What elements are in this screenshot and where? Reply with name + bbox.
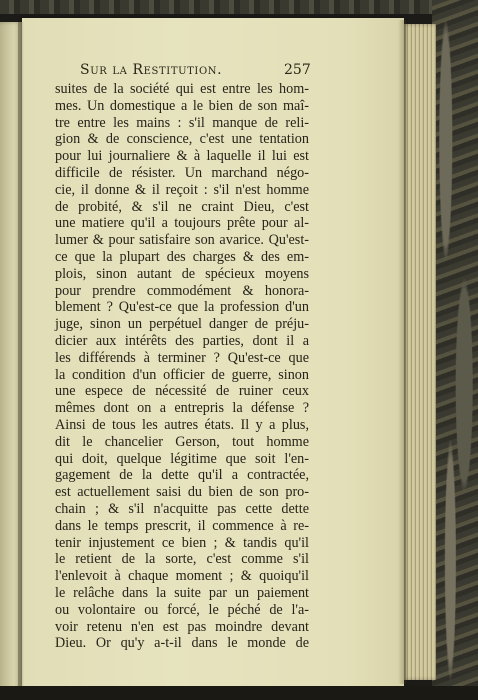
background-bottom xyxy=(0,686,478,700)
text-line: les différends à terminer ? Qu'est-ce que xyxy=(55,349,309,366)
text-line: ou volontaire ou forcé, le péché de l'a- xyxy=(55,601,309,618)
running-head-title: Sur la Restitution. xyxy=(80,62,223,78)
text-line: une matiere qu'il a toujours prête pour al- xyxy=(55,215,309,232)
text-line: pour lui journaliere & à laquelle il lui est xyxy=(55,148,309,165)
page-edge-shadow xyxy=(398,20,406,684)
page-number: 257 xyxy=(284,62,311,78)
text-line: chain ; & s'il n'acquitte pas cette dette xyxy=(55,500,309,517)
text-line: l'enlevoit à chaque moment ; & quoiqu'il xyxy=(55,568,309,585)
text-line: juge, sinon un perpétuel danger de préju- xyxy=(55,316,309,333)
text-line: blement ? Qu'est-ce que la profession d'un xyxy=(55,299,309,316)
text-line: cie, il donne & il reçoit : s'il n'est homme xyxy=(55,181,309,198)
text-line: dicier aux intérêts des parties, dont il a xyxy=(55,332,309,349)
text-line: Dieu. Or qu'y a-t-il dans le monde de xyxy=(55,635,309,652)
text-line: le retient de la sorte, c'est comme s'il xyxy=(55,551,309,568)
text-line: tenir injustement ce bien ; & tandis qu'il xyxy=(55,534,309,551)
text-line: difficile de résister. Un marchand négo- xyxy=(55,164,309,181)
marbled-book-cover xyxy=(432,0,478,700)
book-cover-top-edge xyxy=(0,0,478,14)
running-head xyxy=(80,62,310,78)
text-line: suites de la société qui est entre les hom- xyxy=(55,81,309,97)
text-line: gion & de conscience, c'est une tentation xyxy=(55,131,309,148)
text-line: pour prendre commodément & honora- xyxy=(55,282,309,299)
text-line: mes. Un domestique a le bien de son maî- xyxy=(55,97,309,114)
text-line: une espece de nécessité de ruiner ceux xyxy=(55,383,309,400)
text-line: plois, sinon autant de spécieux moyens xyxy=(55,265,309,282)
page-gutter-shadow xyxy=(18,22,24,698)
text-line: gagement de la dette qu'il a contractée, xyxy=(55,467,309,484)
text-line: ce que la plupart des charges & des em- xyxy=(55,248,309,265)
text-line: tre entre les mains : s'il manque de reli- xyxy=(55,114,309,131)
text-line: qui doit, quelque légitime que soit l'en- xyxy=(55,450,309,467)
text-line: le relâche dans la suite par un paiement xyxy=(55,584,309,601)
stacked-page-edges xyxy=(402,24,436,680)
body-text xyxy=(55,81,309,652)
text-line: Ainsi de tous les autres états. Il y a plus, xyxy=(55,416,309,433)
text-line: lumer & pour satisfaire son avarice. Qu'est- xyxy=(55,232,309,249)
text-line: dit le chancelier Gerson, tout homme xyxy=(55,433,309,450)
text-line: la condition d'un officier de guerre, sinon xyxy=(55,366,309,383)
text-line: est actuellement saisi du bien de son pro- xyxy=(55,484,309,501)
text-line: de probité, & s'il ne craint Dieu, c'est xyxy=(55,198,309,215)
text-line: mêmes dont on a entrepris la défense ? xyxy=(55,400,309,417)
text-line: voir retenu n'en est pas moindre devant xyxy=(55,618,309,635)
text-line: dans le temps prescrit, il commence à re- xyxy=(55,517,309,534)
